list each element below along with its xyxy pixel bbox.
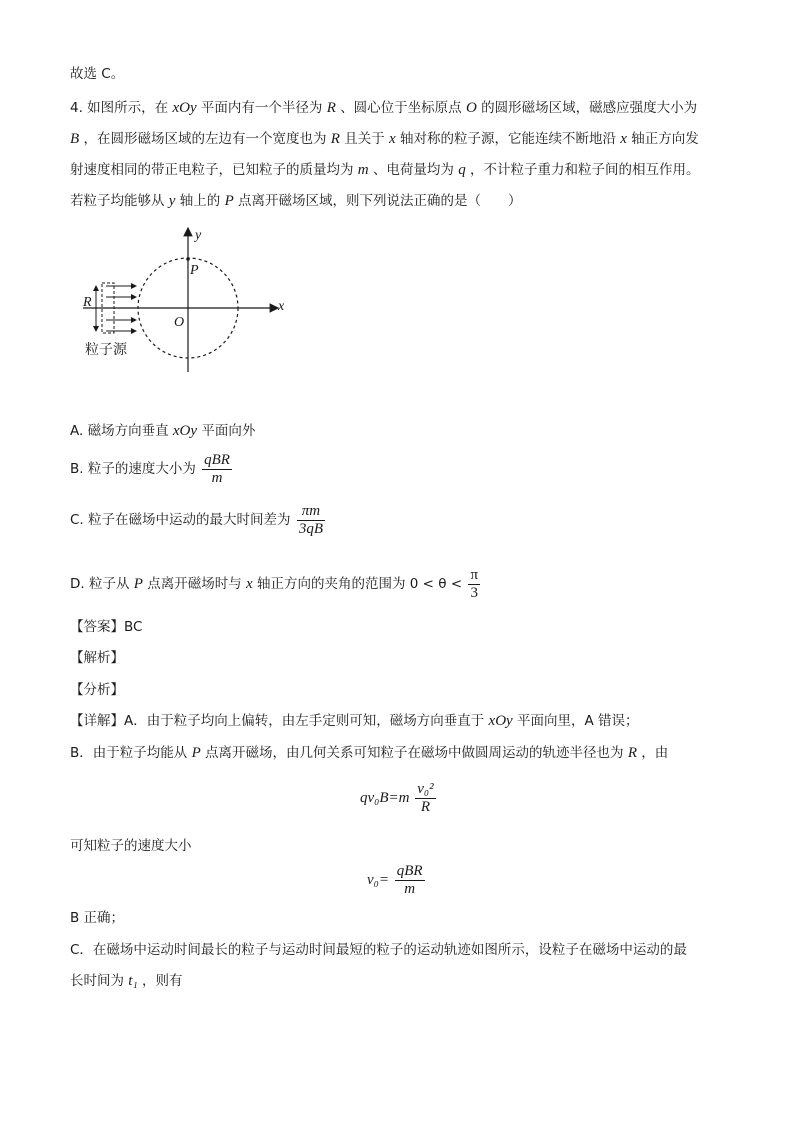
text-segment: 点离开磁场区域，则下列说法正确的是（ ） (238, 193, 522, 209)
formula-speed (367, 863, 427, 898)
text-segment: 轴对称的粒子源，它能连续不断地沿 (400, 131, 616, 147)
formula-speed-fraction (395, 863, 425, 898)
question-line-3 (70, 160, 700, 180)
text-segment: B 正确； (70, 910, 125, 926)
previous-answer-text: 故选 C。 (70, 66, 125, 82)
math-x: x (246, 576, 253, 592)
text-segment: ，在圆形磁场区域的左边有一个宽度也为 (83, 131, 327, 147)
text-segment: 轴上的 (179, 193, 221, 209)
math-y: y (168, 193, 176, 209)
detail-A (70, 711, 639, 731)
x-axis-label: x (278, 299, 285, 314)
text-segment: 平面向外 (201, 423, 256, 439)
text-segment: 轴正方向发 (631, 131, 699, 147)
option-C-fraction (297, 503, 325, 538)
option-A (70, 421, 255, 441)
text-segment: ，则有 (141, 973, 183, 989)
answer-line (70, 617, 142, 637)
math-P: P (224, 193, 234, 209)
formula-left: qv₀B=m (360, 789, 410, 806)
denominator: R (420, 799, 431, 815)
text-segment: D. 粒子从 (70, 576, 130, 592)
math-O: O (465, 100, 477, 116)
answer-value: BC (124, 619, 143, 635)
text-segment: 【详解】A．由于粒子均向上偏转，由左手定则可知，磁场方向垂直于 (70, 713, 485, 729)
text-segment: 平面向里，A 错误； (516, 713, 639, 729)
analysis-label: 【解析】 (70, 650, 124, 666)
math-q: q (458, 162, 466, 178)
math-x: x (620, 131, 627, 147)
math-R: R (326, 100, 336, 116)
math-R: R (627, 745, 637, 761)
text-segment: 轴正方向的夹角的范围为 0 < θ < (257, 576, 463, 592)
point-P (186, 257, 190, 261)
math-x: x (389, 131, 396, 147)
text-segment: 点离开磁场，由几何关系可知粒子在磁场中做圆周运动的轨迹半径也为 (205, 745, 624, 761)
math-m: m (357, 162, 369, 178)
question-line-4 (70, 191, 522, 211)
option-D-fraction (468, 567, 480, 602)
numerator: qBR (396, 863, 423, 879)
text-segment: 且关于 (344, 131, 385, 147)
formula-force-fraction (415, 781, 435, 816)
text-segment: ，由 (641, 745, 669, 761)
R-label: R (83, 295, 92, 310)
text-segment: 平面内有一个半径为 (200, 100, 323, 116)
origin-label: O (174, 315, 185, 330)
numerator: π (470, 566, 479, 583)
text-segment: 射速度相同的带正电粒子，已知粒子的质量均为 (70, 162, 354, 178)
previous-answer-line (70, 64, 124, 84)
text-segment: 、电荷量均为 (372, 162, 454, 178)
text-segment: 、圆心位于坐标原点 (340, 100, 462, 116)
speed-text-line (70, 836, 192, 856)
answer-label: 【答案】 (70, 619, 124, 635)
question-line-1 (70, 98, 697, 118)
fenxi-heading (70, 680, 124, 700)
text-segment: B. 粒子的速度大小为 (70, 461, 196, 477)
math-R: R (330, 131, 340, 147)
detail-C-line2 (70, 971, 182, 991)
denominator: m (211, 469, 223, 486)
text-segment: 的圆形磁场区域，磁感应强度大小为 (481, 100, 698, 116)
text-segment: 若粒子均能够从 (70, 193, 165, 209)
math-xoy: xOy (172, 100, 197, 116)
analysis-heading (70, 648, 124, 668)
magnetic-field-diagram (78, 222, 298, 382)
option-B-fraction (202, 452, 232, 487)
numerator: πm (297, 503, 325, 521)
numerator: v₀² (417, 781, 434, 797)
text-segment: B．由于粒子均能从 (70, 745, 188, 761)
text-segment: ，不计粒子重力和粒子间的相互作用。 (470, 162, 700, 178)
text-segment: 4. 如图所示，在 (70, 100, 169, 116)
text-segment: A. 磁场方向垂直 (70, 423, 169, 439)
option-D (70, 566, 482, 602)
text-segment: 点离开磁场时与 (147, 576, 242, 592)
text-segment: C. 粒子在磁场中运动的最大时间差为 (70, 512, 291, 528)
detail-C-line1 (70, 940, 687, 960)
denominator: 3qB (298, 520, 323, 537)
numerator: qBR (204, 451, 230, 468)
option-C (70, 502, 327, 538)
fenxi-label: 【分析】 (70, 682, 124, 698)
particle-source-label: 粒子源 (85, 342, 127, 358)
text-segment: C．在磁场中运动时间最长的粒子与运动时间最短的粒子的运动轨迹如图所示，设粒子在磁场中运动的最 (70, 942, 687, 958)
math-t1: t₁ (128, 973, 138, 989)
detail-B-correct (70, 908, 124, 928)
denominator: m (404, 881, 416, 897)
formula-left: v₀= (367, 871, 389, 888)
text-segment: 长时间为 (70, 973, 124, 989)
detail-B (70, 743, 668, 763)
question-line-2 (70, 129, 699, 149)
math-P: P (133, 576, 143, 592)
math-xoy: xOy (488, 713, 513, 729)
y-axis-label: y (195, 228, 202, 243)
math-xoy: xOy (172, 423, 198, 439)
point-P-label: P (190, 263, 199, 278)
formula-force (360, 781, 438, 816)
option-B (70, 451, 234, 487)
math-P: P (191, 745, 201, 761)
math-B: B (70, 131, 80, 147)
text-segment: 可知粒子的速度大小 (70, 838, 192, 854)
denominator: 3 (470, 584, 478, 601)
